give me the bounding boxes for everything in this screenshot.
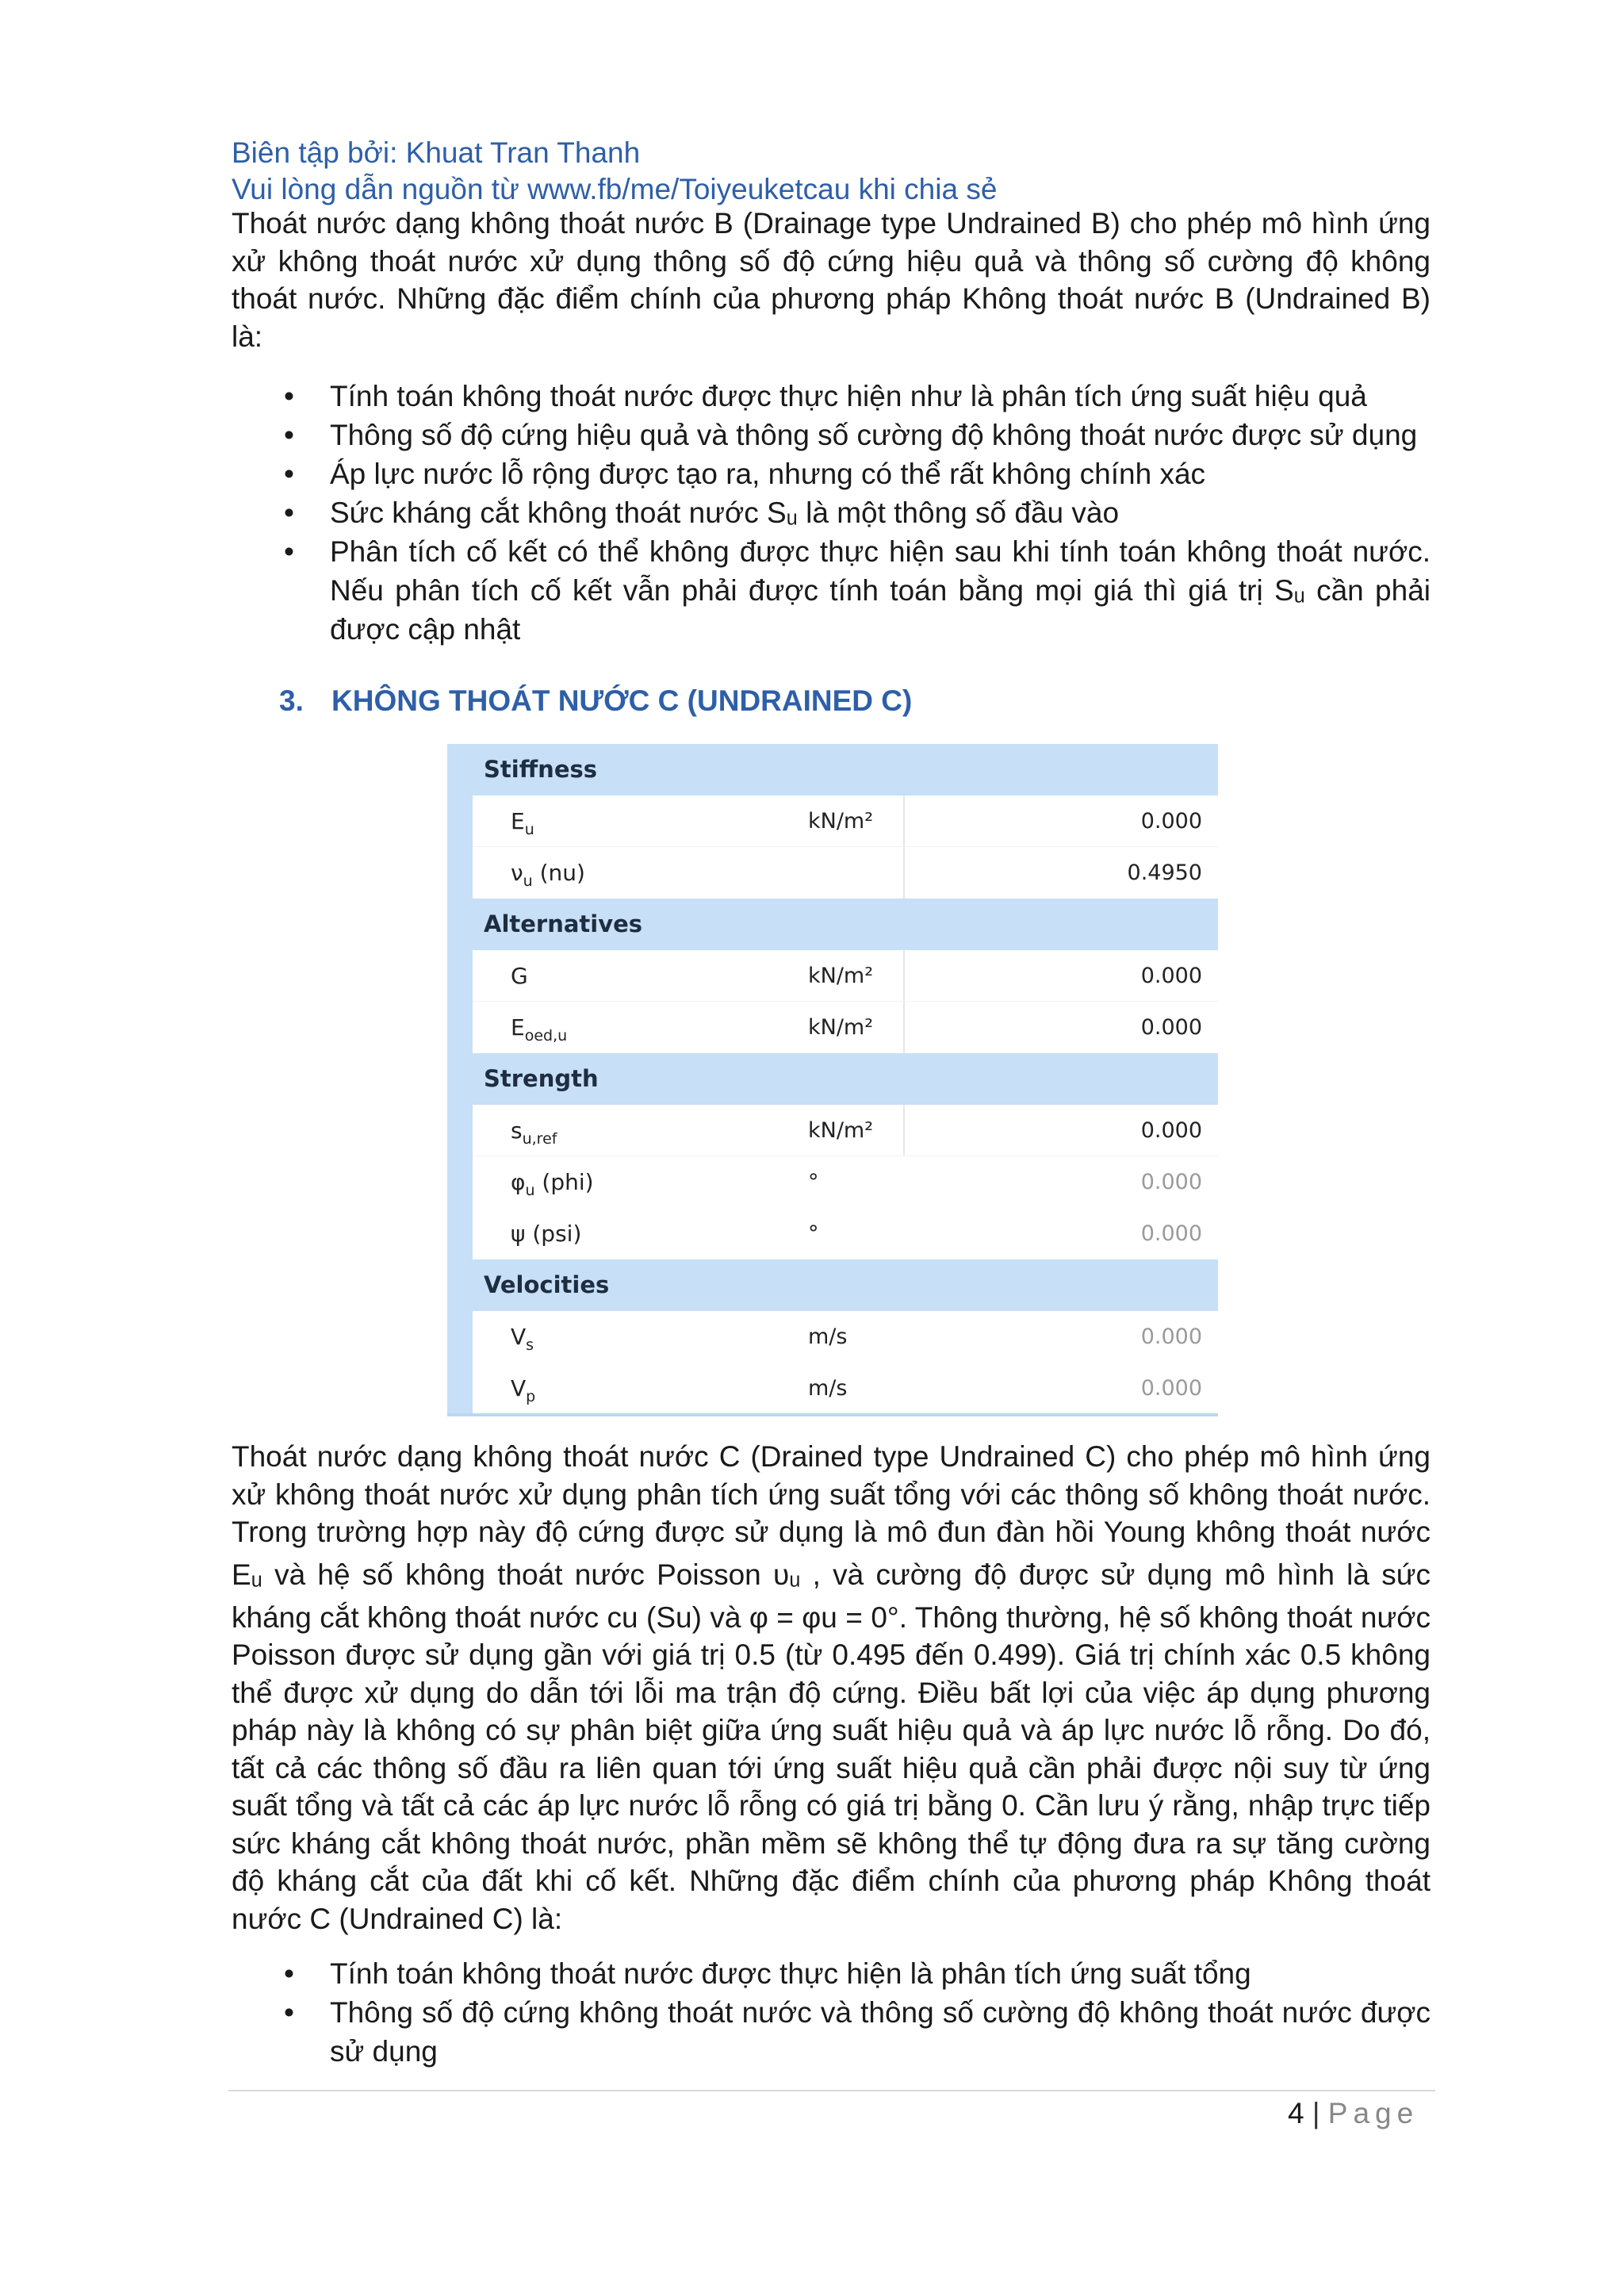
paragraph-line: xử không thoát nước xử dụng phân tích ứng suất tổng với các thông số không thoát nước. [232,1478,1431,1511]
paragraph-line: thể được xử dụng do dẫn tới lỗi ma trận độ cứng. Điều bất lợi của việc áp dụng phương [232,1676,1431,1709]
param-row-vp [447,1363,1218,1414]
editor-line: Biên tập bởi: Khuat Tran Thanh [232,136,641,169]
param-name: G [511,963,528,989]
group-label: Velocities [484,1271,610,1298]
bullet-dot-icon: • [284,496,294,529]
list-item [232,532,1431,649]
page-number: 4 [1288,2097,1304,2129]
param-row-psi [447,1208,1218,1259]
list-item [232,377,1431,416]
list-item-text: sử dụng [330,2035,438,2068]
param-value: 0.000 [1140,1221,1202,1246]
bullet-dot-icon: • [284,419,294,451]
bullet-dot-icon: • [284,1957,294,1990]
param-name: $s_{u,ref}$ [511,1117,557,1148]
footer-divider [228,2090,1435,2091]
param-unit: kN/m² [808,1015,874,1040]
param-name: $\nu_u$ (nu) [511,860,585,890]
param-value[interactable]: 0.000 [1140,809,1202,834]
paragraph-line: pháp này là không có sự phân biệt giữa ứng suất hiệu quả và áp lực nước lỗ rỗng. Do đó, [232,1714,1431,1746]
param-unit: ° [808,1221,819,1246]
param-name: $\varphi_u$ (phi) [511,1169,594,1199]
param-unit: m/s [808,1324,848,1349]
param-name: $V_s$ [511,1324,534,1354]
param-value[interactable]: 0.000 [1140,1118,1202,1143]
param-value[interactable]: 0.000 [1140,964,1202,988]
list-item [232,454,1431,493]
list-item [232,416,1431,454]
paragraph-line: Eᵤ và hệ số không thoát nước Poisson υᵤ , và cường độ được sử dụng mô hình là sức [232,1558,1431,1591]
paragraph-line: Thoát nước dạng không thoát nước B (Drainage type Undrained B) cho phép mô hình ứng [232,207,1431,240]
section-heading [279,683,912,719]
param-row-eoed[interactable] [447,1002,1218,1053]
page-word: Page [1327,2097,1419,2129]
paragraph-line: xử không thoát nước xử dụng thông số độ cứng hiệu quả và thông số cường độ không [232,244,1431,278]
paragraph-line: tất cả các thông số đầu ra liên quan tới ứng suất hiệu quả cần phải được nội suy từ ứng [232,1751,1431,1784]
list-item [232,493,1431,532]
paragraph-line: Poisson được sử dụng gần với giá trị 0.5 (từ 0.495 đến 0.499). Giá trị chính xác 0.5 không [232,1639,1431,1671]
group-label: Strength [484,1065,599,1092]
paragraph-line: kháng cắt không thoát nước cu (Su) và φ = φu = 0°. Thông thường, hệ số không thoát nước [232,1600,1431,1634]
param-name: $V_p$ [511,1375,536,1405]
list-item-text: Thông số độ cứng hiệu quả và thông số cường độ không thoát nước được sử dụng [330,419,1418,451]
bullet-list-undrained-c [232,1954,1431,2071]
param-row-suref[interactable] [447,1105,1218,1156]
editor-credit [232,135,997,208]
param-row-vs [447,1311,1218,1363]
list-item-text: Áp lực nước lỗ rộng được tạo ra, nhưng có thể rất không chính xác [330,458,1206,490]
paragraph-line: sức kháng cắt không thoát nước, phần mềm sẽ không thể tự động đưa ra sự tăng cường [232,1826,1431,1860]
group-alternatives[interactable] [447,899,1218,950]
paragraph-line: Thoát nước dạng không thoát nước C (Drained type Undrained C) cho phép mô hình ứng [232,1440,1431,1473]
bullet-dot-icon: • [284,535,294,568]
param-value: 0.000 [1140,1170,1202,1194]
param-row-phiu [447,1156,1218,1208]
param-value: 0.000 [1140,1324,1202,1349]
param-row-nu[interactable] [447,847,1218,899]
paragraph-line: Trong trường hợp này độ cứng được sử dụng là mô đun đàn hồi Young không thoát nước [232,1516,1431,1548]
section-title: KHÔNG THOÁT NƯỚC C (UNDRAINED C) [331,684,913,717]
page-separator: | [1312,2097,1320,2129]
list-item-text: Thông số độ cứng không thoát nước và thông số cường độ không thoát nước được [330,1996,1431,2029]
paragraph-line: suất tổng và tất cả các áp lực nước lỗ rỗng có giá trị bằng 0. Cần lưu ý rằng, nhập trực tiếp [232,1789,1431,1822]
main-paragraph [232,1438,1431,1938]
param-value[interactable]: 0.000 [1140,1015,1202,1040]
list-item [232,1993,1431,2071]
param-unit: ° [808,1170,819,1194]
source-line: Vui lòng dẫn nguồn từ www.fb/me/Toiyeuketcau khi chia sẻ [232,173,998,205]
param-unit: kN/m² [808,809,874,834]
param-value: 0.000 [1140,1376,1202,1401]
param-unit: kN/m² [808,964,874,988]
list-item-text: được cập nhật [330,613,521,646]
bullet-dot-icon: • [284,380,294,412]
group-velocities[interactable] [447,1259,1218,1311]
list-item [232,1954,1431,1993]
param-row-g[interactable] [447,950,1218,1002]
bullet-list-undrained-b [232,377,1431,649]
page-footer [1288,2095,1419,2132]
group-label: Alternatives [484,910,643,937]
list-item-text: Tính toán không thoát nước được thực hiện như là phân tích ứng suất hiệu quả [330,380,1367,412]
param-value[interactable]: 0.4950 [1127,861,1202,885]
paragraph-line: là: [232,320,263,353]
paragraph-line: thoát nước. Những đặc điểm chính của phương pháp Không thoát nước B (Undrained B) [232,282,1431,315]
paragraph-line: độ kháng cắt của đất khi cố kết. Những đặc điểm chính của phương pháp Không thoát [232,1865,1431,1897]
group-strength[interactable] [447,1053,1218,1105]
param-name: $E_u$ [511,808,534,838]
group-label: Stiffness [484,756,598,783]
param-name: $E_{oed,u}$ [511,1014,568,1045]
param-row-eu[interactable] [447,795,1218,847]
list-item-text: Tính toán không thoát nước được thực hiện là phân tích ứng suất tổng [330,1957,1251,1990]
bullet-dot-icon: • [284,458,294,490]
group-stiffness[interactable] [447,744,1218,795]
paragraph-line: nước C (Undrained C) là: [232,1902,563,1935]
param-unit: m/s [808,1376,848,1401]
param-unit: kN/m² [808,1118,874,1143]
section-number: 3. [279,684,304,717]
list-item-text: Sức kháng cắt không thoát nước Sᵤ là một thông số đầu vào [330,496,1120,529]
list-item-text: Nếu phân tích cố kết vẫn phải được tính toán bằng mọi giá thì giá trị Sᵤ cần phải [330,574,1431,607]
param-name: ψ (psi) [511,1221,582,1247]
list-item-text: Phân tích cố kết có thể không được thực hiện sau khi tính toán không thoát nước. [330,535,1431,568]
bullet-dot-icon: • [284,1996,294,2029]
undrained-c-parameter-panel [447,744,1218,1416]
intro-paragraph [232,205,1431,355]
